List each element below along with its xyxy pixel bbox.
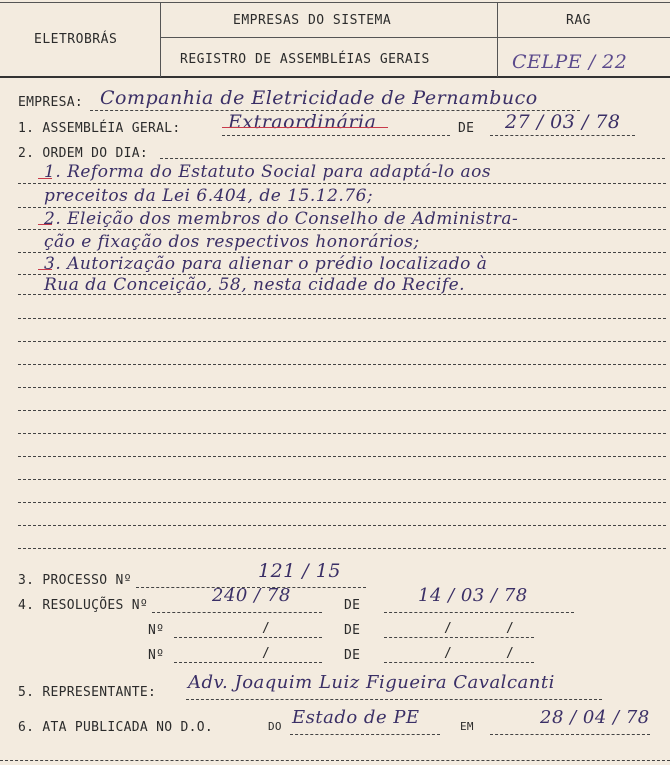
resolucoes-label: 4. RESOLUÇÕES Nº <box>18 598 149 613</box>
ordem-line-4: ção e fixação dos respectivos honorários; <box>44 232 420 252</box>
ordem-label: 2. ORDEM DO DIA: <box>18 146 149 161</box>
resolucao-3-slash-b: / <box>506 646 515 661</box>
ata-em-label: EM <box>460 720 474 733</box>
resolucao-3-slash: / <box>262 646 271 661</box>
resolucao-2-slash-b: / <box>506 621 515 636</box>
resolucao-3-slash-a: / <box>444 646 453 661</box>
resolucao-3-no: Nº <box>148 648 165 663</box>
empresa-value: Companhia de Eletricidade de Pernambuco <box>100 87 538 109</box>
representante-label: 5. REPRESENTANTE: <box>18 685 157 700</box>
assembleia-value: Extraordinária <box>228 111 377 133</box>
processo-label: 3. PROCESSO Nº <box>18 573 132 588</box>
ordem-line-5: 3. Autorização para alienar o prédio localizado à <box>44 254 488 274</box>
ordem-line-2: preceitos da Lei 6.404, de 15.12.76; <box>44 186 374 206</box>
form-code-value: CELPE / 22 <box>512 51 628 73</box>
resolucao-2-slash: / <box>262 621 271 636</box>
resolucao-1-de: DE <box>344 598 361 613</box>
assembleia-date: 27 / 03 / 78 <box>505 111 621 133</box>
resolucao-3-de: DE <box>344 648 361 663</box>
org-name: ELETROBRÁS <box>34 32 118 47</box>
system-title: EMPRESAS DO SISTEMA <box>233 13 392 28</box>
ata-do-value: Estado de PE <box>292 707 420 728</box>
assembleia-de-label: DE <box>458 121 475 136</box>
representante-value: Adv. Joaquim Luiz Figueira Cavalcanti <box>188 672 555 693</box>
ordem-line-1: 1. Reforma do Estatuto Social para adaptá-lo aos <box>44 162 492 182</box>
resolucao-2-slash-a: / <box>444 621 453 636</box>
assembleia-label: 1. ASSEMBLÉIA GERAL: <box>18 121 181 136</box>
card-header <box>0 0 670 78</box>
ata-do-prefix: DO <box>268 720 282 733</box>
form-title: REGISTRO DE ASSEMBLÉIAS GERAIS <box>180 52 430 67</box>
resolucao-1-num: 240 / 78 <box>212 585 291 606</box>
form-code: RAG <box>566 13 591 28</box>
empresa-label: EMPRESA: <box>18 95 84 110</box>
ordem-line-3: 2. Eleição dos membros do Conselho de Administra- <box>44 209 519 229</box>
ata-date: 28 / 04 / 78 <box>540 707 650 728</box>
processo-value: 121 / 15 <box>258 560 341 582</box>
resolucao-2-de: DE <box>344 623 361 638</box>
ata-label: 6. ATA PUBLICADA NO D.O. <box>18 720 214 735</box>
resolucao-1-date: 14 / 03 / 78 <box>418 585 528 606</box>
ordem-line-6: Rua da Conceição, 58, nesta cidade do Recife. <box>44 275 466 295</box>
resolucao-2-no: Nº <box>148 623 165 638</box>
